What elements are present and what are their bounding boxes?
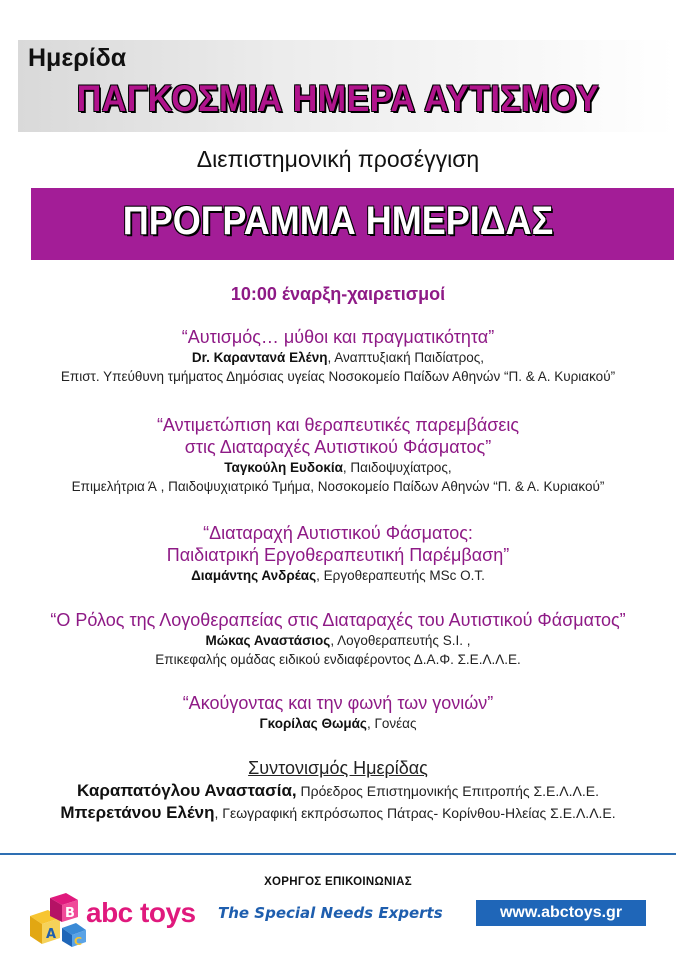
speaker-affiliation: Επιστ. Υπεύθυνη τμήματος Δημόσιας υγείας Νοσοκομείο Παίδων Αθηνών “Π. & Α. Κυριακού” bbox=[60, 369, 616, 384]
coordination-heading: Συντονισμός Ημερίδας bbox=[248, 758, 428, 778]
speaker-name: Διαμάντης Ανδρέας bbox=[191, 568, 317, 583]
speaker-name: Ταγκούλη Ευδοκία bbox=[224, 460, 343, 475]
talk-title: “Διαταραχή Αυτιστικού Φάσματος: bbox=[203, 523, 473, 543]
talk-speaker-line bbox=[0, 714, 676, 733]
speaker-affiliation: Επιμελήτρια Ά , Παιδοψυχιατρικό Τμήμα, Νοσοκομείο Παίδων Αθηνών “Π. & Α. Κυριακού” bbox=[71, 479, 605, 494]
program-title: ΠΡΟΓΡΑΜΜΑ ΗΜΕΡΙΔΑΣ bbox=[122, 199, 554, 243]
main-title: ΠΑΓΚΟΣΜΙΑ ΗΜΕΡΑ ΑΥΤΙΣΜΟΥ bbox=[76, 78, 600, 119]
brand-logo-text: abc toys bbox=[86, 897, 196, 928]
talk-title: Παιδιατρική Εργοθεραπευτική Παρέμβαση” bbox=[166, 545, 510, 565]
opening-time: 10:00 έναρξη-χαιρετισμοί bbox=[230, 284, 446, 304]
coordinator-name: Μπερετάνου Ελένη bbox=[60, 803, 215, 822]
coordination-section bbox=[0, 756, 676, 824]
speaker-name: Dr. Καραντανά Ελένη bbox=[191, 350, 328, 365]
sponsor-label: ΧΟΡΗΓΟΣ ΕΠΙΚΟΙΝΩΝΙΑΣ bbox=[264, 876, 412, 888]
coordinator-line bbox=[0, 780, 676, 802]
talk-title: στις Διαταραχές Αυτιστικού Φάσματος” bbox=[184, 437, 492, 457]
talk-4 bbox=[0, 609, 676, 669]
coordinator-role: , Γεωγραφική εκπρόσωπος Πάτρας- Κορίνθου-Ηλείας Σ.Ε.Λ.Λ.Ε. bbox=[214, 805, 616, 821]
talk-speaker-line bbox=[0, 566, 676, 585]
talk-speaker-line bbox=[0, 458, 676, 477]
event-type-label: Ημερίδα bbox=[28, 44, 127, 72]
talk-speaker-line bbox=[0, 631, 676, 650]
coordinator-role: Πρόεδρος Επιστημονικής Επιτροπής Σ.Ε.Λ.Λ.Ε. bbox=[296, 783, 599, 799]
talk-3 bbox=[0, 522, 676, 585]
speaker-affiliation: Επικεφαλής ομάδας ειδικού ενδιαφέροντος Δ.Α.Φ. Σ.Ε.Λ.Λ.Ε. bbox=[155, 652, 521, 667]
talk-title: “Αυτισμός… μύθοι και πραγματικότητα” bbox=[181, 327, 495, 347]
talk-title: “Αντιμετώπιση και θεραπευτικές παρεμβάσεις bbox=[156, 415, 520, 435]
block-letter: A bbox=[46, 927, 57, 942]
speaker-name: Γκορίλας Θωμάς bbox=[259, 716, 367, 731]
sponsor-url[interactable]: www.abctoys.gr bbox=[476, 900, 646, 926]
block-letter: C bbox=[74, 935, 83, 948]
coordinator-name: Καραπατόγλου Αναστασία, bbox=[77, 781, 297, 800]
approach-subtitle: Διεπιστημονική προσέγγιση bbox=[196, 146, 480, 172]
toy-blocks-icon bbox=[26, 890, 88, 948]
speaker-name: Μώκας Αναστάσιος bbox=[205, 633, 331, 648]
block-letter: B bbox=[65, 906, 75, 921]
talk-5 bbox=[0, 692, 676, 733]
speaker-role: , Λογοθεραπευτής S.I. , bbox=[330, 633, 471, 648]
brand-tagline: The Special Needs Experts bbox=[218, 904, 443, 922]
talk-title: “Ο Ρόλος της Λογοθεραπείας στις Διαταραχές του Αυτιστικού Φάσματος” bbox=[50, 610, 626, 630]
speaker-role: , Αναπτυξιακή Παιδίατρος, bbox=[327, 350, 485, 365]
footer-divider bbox=[0, 853, 676, 855]
speaker-role: , Παιδοψυχίατρος, bbox=[342, 460, 452, 475]
talk-1 bbox=[0, 326, 676, 386]
speaker-role: , Γονέας bbox=[366, 716, 417, 731]
coordinator-line bbox=[0, 802, 676, 824]
talk-2 bbox=[0, 414, 676, 496]
talk-title: “Ακούγοντας και την φωνή των γονιών” bbox=[182, 693, 494, 713]
speaker-role: , Εργοθεραπευτής MSc O.T. bbox=[316, 568, 485, 583]
talk-speaker-line bbox=[0, 348, 676, 367]
